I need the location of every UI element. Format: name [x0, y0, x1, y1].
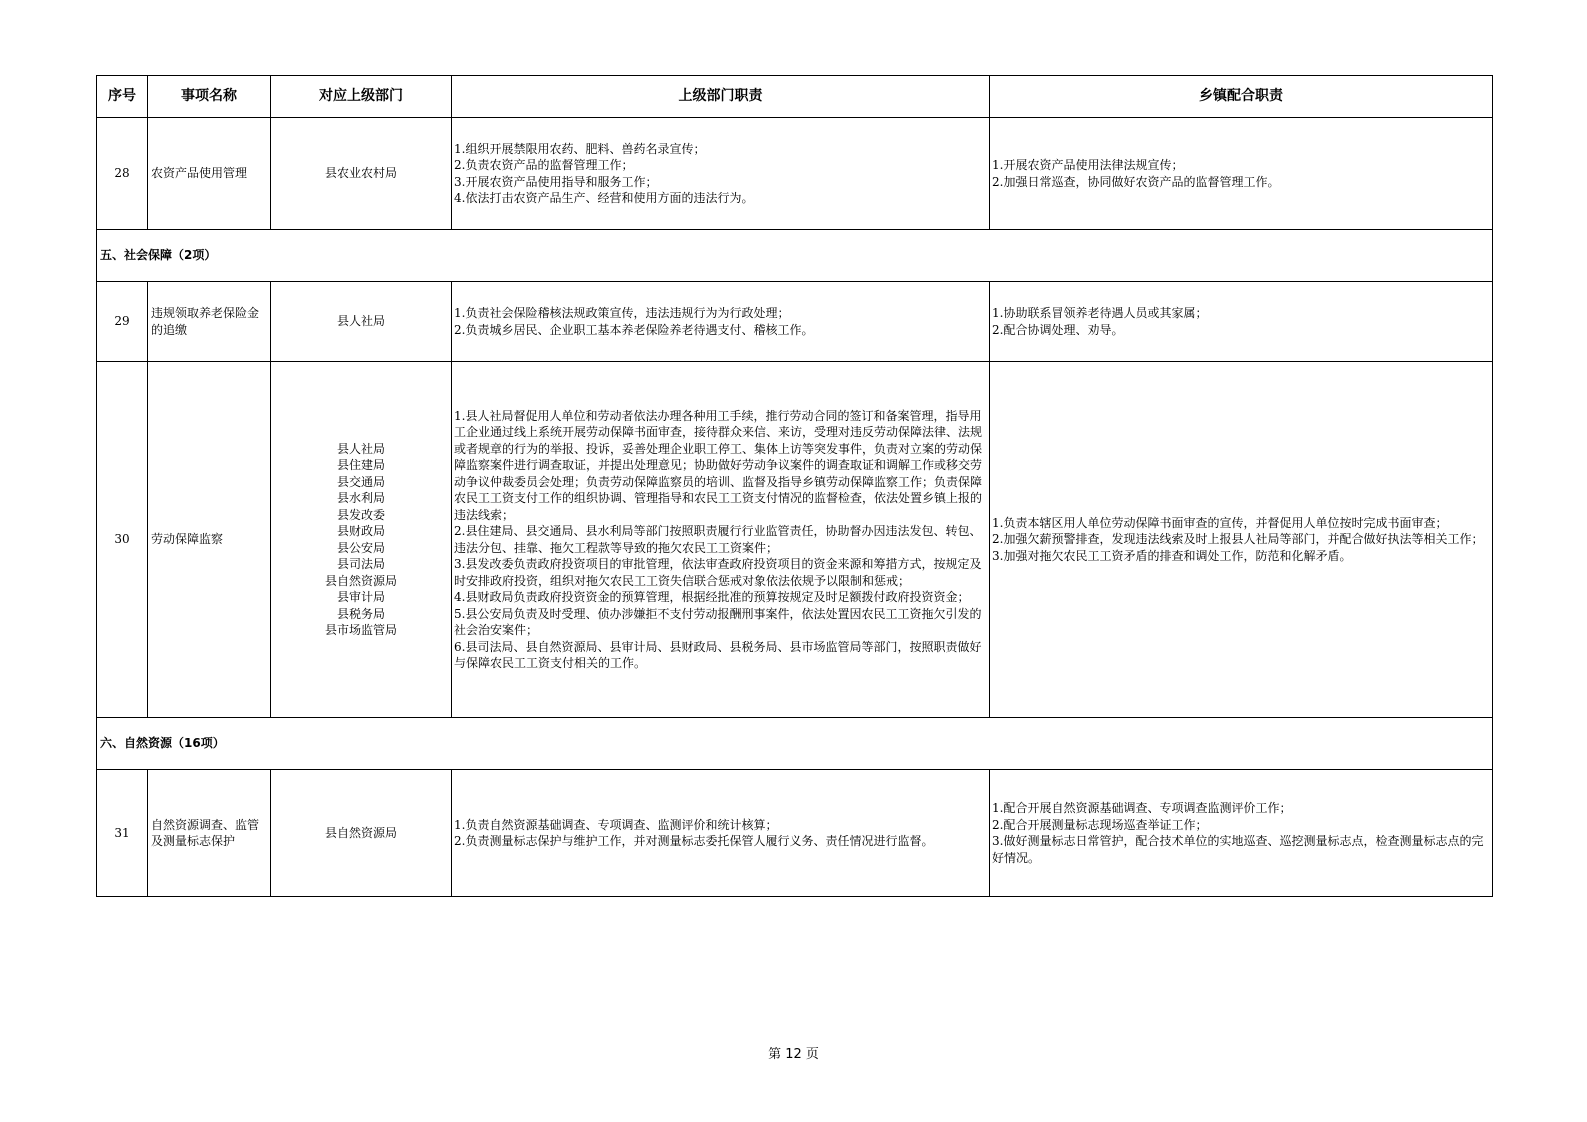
row-department — [271, 362, 452, 718]
row-superior-duty — [452, 282, 990, 362]
table-row — [97, 770, 1493, 897]
coop-paragraph: 1.负责本辖区用人单位劳动保障书面审查的宣传，并督促用人单位按时完成书面审查； — [992, 515, 1448, 530]
row-serial-number: 28 — [97, 118, 148, 230]
row-item-name — [148, 118, 271, 230]
header-township-cooperation: 乡镇配合职责 — [990, 76, 1493, 118]
department-line: 县交通局 — [336, 474, 385, 489]
department-line: 县市场监管局 — [324, 623, 397, 637]
duty-line: 3.开展农资产品使用指导和服务工作； — [454, 174, 658, 189]
table-header-row — [97, 76, 1493, 118]
department-line: 县发改委 — [336, 507, 385, 522]
duty-paragraph: 5.县公安局负责及时受理、侦办涉嫌拒不支付劳动报酬刑事案件，依法处置因农民工工资拖欠引发的社会治安案件； — [454, 606, 982, 637]
header-superior-duty: 上级部门职责 — [452, 76, 990, 118]
department-line: 县财政局 — [336, 524, 385, 538]
coop-paragraph: 2.配合开展测量标志现场巡查举证工作； — [992, 817, 1208, 832]
duty-paragraph: 1.负责自然资源基础调查、专项调查、监测评价和统计核算； — [454, 817, 778, 832]
coop-line: 2.配合协调处理、劝导。 — [992, 322, 1124, 337]
row-superior-duty — [452, 118, 990, 230]
row-item-name — [148, 362, 271, 718]
coop-paragraph: 2.加强欠薪预警排查，发现违法线索及时上报县人社局等部门，并配合做好执法等相关工作； — [992, 532, 1484, 547]
row-township-cooperation — [990, 362, 1493, 718]
row-item-name — [148, 282, 271, 362]
header-serial-number: 序号 — [97, 76, 148, 118]
coop-paragraph: 1.配合开展自然资源基础调查、专项调查监测评价工作； — [992, 801, 1292, 815]
row-serial-number: 29 — [97, 282, 148, 362]
item-name-text: 劳动保障监察 — [151, 532, 224, 547]
department-line: 县司法局 — [336, 557, 385, 571]
duty-line: 1.组织开展禁限用农药、肥料、兽药名录宣传； — [454, 141, 706, 156]
department-line: 县住建局 — [336, 458, 385, 472]
duty-paragraph: 6.县司法局、县自然资源局、县审计局、县财政局、县税务局、县市场监管局等部门，按照职责做好与保障农民工工资支付相关的工作。 — [454, 639, 982, 670]
duty-paragraph: 3.县发改委负责政府投资项目的审批管理，依法审查政府投资项目的资金来源和筹措方式，按规定及时安排政府投资，组织对拖欠农民工工资失信联合惩戒对象依法依规予以限制和惩戒； — [454, 557, 982, 588]
table-row — [97, 118, 1493, 230]
row-township-cooperation — [990, 770, 1493, 897]
duty-line: 2.负责城乡居民、企业职工基本养老保险养老待遇支付、稽核工作。 — [454, 322, 814, 337]
department-line: 县审计局 — [336, 590, 385, 604]
section-row — [97, 230, 1493, 282]
department-line: 县公安局 — [336, 540, 385, 555]
page-number: 第 12 页 — [768, 1047, 819, 1062]
item-name-text: 自然资源调查、监管及测量标志保护 — [151, 817, 260, 848]
row-department: 县自然资源局 — [271, 770, 452, 897]
row-township-cooperation — [990, 118, 1493, 230]
department-line: 县人社局 — [336, 441, 385, 456]
duty-line: 2.负责农资产品的监督管理工作； — [454, 158, 634, 172]
row-serial-number: 30 — [97, 362, 148, 718]
duty-paragraph: 1.县人社局督促用人单位和劳动者依法办理各种用工手续，推行劳动合同的签订和备案管理，指导用工企业通过线上系统开展劳动保障书面审查，接待群众来信、来访，受理对违反劳动保障法律、法规或者规章的行为的举报、投诉，妥善处理企业职工停工、集体上访等突发事件，负责对立案的劳动保障监察案件进行调查取证，并提出处理意见；协助做好劳动争议案件的调查取证和调解工作或移交劳动争议仲裁委员会处理；负责劳动保障监察员的培训、监督及指导乡镇劳动保障监察工作；负责保障农民工工资支付工作的组织协调、管理指导和农民工工资支付情况的监督检查，依法处置乡镇上报的违法线索； — [454, 408, 983, 522]
table-row — [97, 362, 1493, 718]
section-title: 五、社会保障（2项） — [97, 230, 1493, 282]
coop-paragraph: 3.加强对拖欠农民工工资矛盾的排查和调处工作，防范和化解矛盾。 — [992, 548, 1352, 563]
row-department: 县人社局 — [271, 282, 452, 362]
department-line: 县自然资源局 — [324, 573, 397, 588]
duty-line: 4.依法打击农资产品生产、经营和使用方面的违法行为。 — [454, 191, 754, 205]
duty-paragraph: 4.县财政局负责政府投资资金的预算管理，根据经批准的预算按规定及时足额拨付政府投资资金； — [454, 590, 970, 604]
row-township-cooperation — [990, 282, 1493, 362]
row-department: 县农业农村局 — [271, 118, 452, 230]
coop-line: 1.协助联系冒领养老待遇人员或其家属； — [992, 306, 1208, 320]
coop-line: 1.开展农资产品使用法律法规宣传； — [992, 158, 1184, 172]
department-line: 县税务局 — [336, 606, 385, 621]
duty-paragraph: 2.县住建局、县交通局、县水利局等部门按照职责履行行业监管责任，协助督办因违法发包、转包、违法分包、挂靠、拖欠工程款等导致的拖欠农民工工资案件； — [454, 524, 982, 555]
section-row — [97, 718, 1493, 770]
duty-paragraph: 2.负责测量标志保护与维护工作，并对测量标志委托保管人履行义务、责任情况进行监督。 — [454, 834, 934, 848]
item-name-text: 农资产品使用管理 — [151, 166, 248, 181]
item-name-text: 违规领取养老保险金的追缴 — [151, 306, 260, 337]
header-item-name: 事项名称 — [148, 76, 271, 118]
section-title: 六、自然资源（16项） — [97, 718, 1493, 770]
row-serial-number: 31 — [97, 770, 148, 897]
coop-paragraph: 3.做好测量标志日常管护，配合技术单位的实地巡查、巡挖测量标志点，检查测量标志点的完好情况。 — [992, 834, 1484, 865]
header-superior-department: 对应上级部门 — [271, 76, 452, 118]
coop-line: 2.加强日常巡查，协同做好农资产品的监督管理工作。 — [992, 174, 1280, 189]
table-row — [97, 282, 1493, 362]
row-superior-duty — [452, 770, 990, 897]
duty-line: 1.负责社会保险稽核法规政策宣传，违法违规行为为行政处理； — [454, 306, 790, 320]
department-line: 县水利局 — [336, 491, 385, 505]
row-superior-duty — [452, 362, 990, 718]
row-item-name — [148, 770, 271, 897]
responsibility-table — [96, 75, 1493, 897]
